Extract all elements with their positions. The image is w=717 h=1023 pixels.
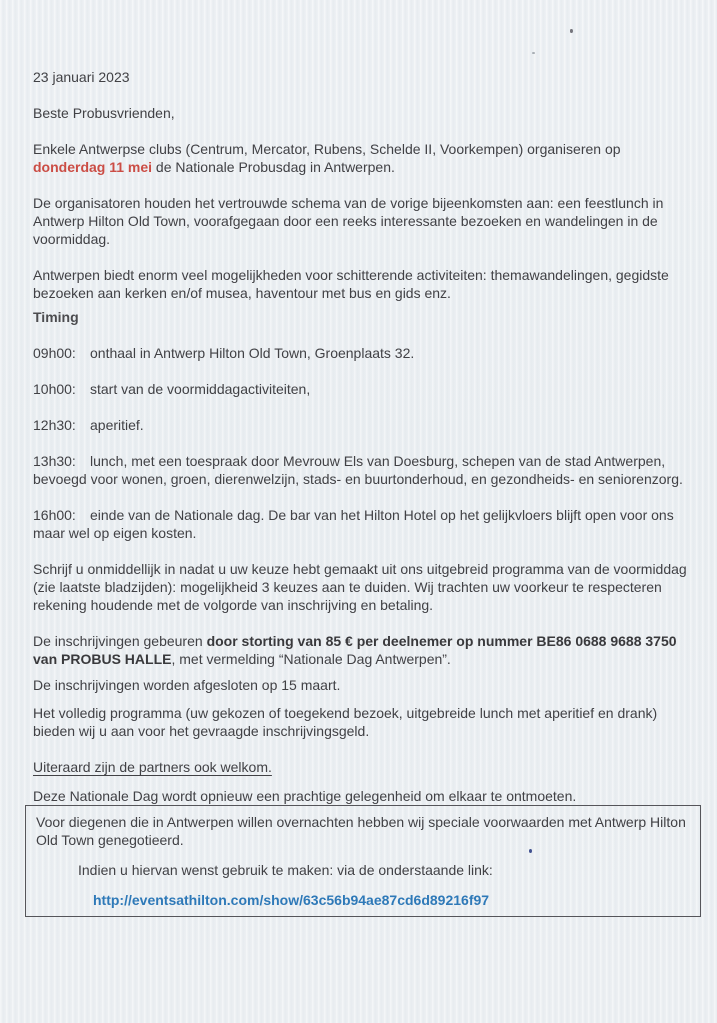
payment-text-after: , met vermelding “Nationale Dag Antwerpen”. [171,651,451,667]
schedule-text: start van de voormiddagactiviteiten, [90,381,311,397]
scan-artifact-dot [570,29,573,33]
intro-paragraph [33,140,687,176]
intro-text-after: de Nationale Probusdag in Antwerpen. [152,159,395,175]
schedule-text: onthaal in Antwerp Hilton Old Town, Groenplaats 32. [90,345,415,361]
schedule-text: einde van de Nationale dag. De bar van het Hilton Hotel op het gelijkvloers blijft open voor ons maar wel op eigen kosten. [33,507,674,541]
schedule-time: 09h00: [33,345,76,361]
payment-details-bold: door storting van 85 € per deelnemer op nummer BE86 0688 9688 3750 van PROBUS HALLE [33,633,677,667]
schedule-time: 16h00: [33,507,76,523]
schedule-time: 12h30: [33,417,76,433]
schedule-time: 13h30: [33,453,76,469]
hotel-booking-link[interactable]: http://eventsathilton.com/show/63c56b94ae87cd6d89216f97 [93,892,490,908]
timing-heading: Timing [33,309,79,325]
intro-text-before: Enkele Antwerpse clubs (Centrum, Mercator, Rubens, Schelde II, Voorkempen) organiseren op [33,141,621,157]
letter-date: 23 januari 2023 [33,69,130,85]
payment-text-before: De inschrijvingen gebeuren [33,633,207,649]
deadline-paragraph: De inschrijvingen worden afgesloten op 15 maart. [33,677,341,693]
activities-paragraph: Antwerpen biedt enorm veel mogelijkheden voor schitterende activiteiten: themawandelingen, gegidste bezoeken aan kerken en/of musea, haventour met bus en gids enz. [33,267,669,301]
payment-paragraph [33,632,687,668]
schedule-item [33,380,687,398]
schedule-item [33,506,687,542]
scan-artifact-dot [529,849,532,853]
schedule-text: lunch, met een toespraak door Mevrouw Els van Doesburg, schepen van de stad Antwerpen, bevoegd voor wonen, groen, dierenwelzijn, stads- en buurtonderhoud, en gezondheids- en seniorenzorg. [33,453,683,487]
hotel-offer-text: Voor diegenen die in Antwerpen willen overnachten hebben wij speciale voorwaarden met Antwerp Hilton Old Town genegotieerd. [36,814,686,848]
schedule-time: 10h00: [33,381,76,397]
salutation: Beste Probusvrienden, [33,105,175,121]
schedule-item [33,416,687,434]
closing-note: Deze Nationale Dag wordt opnieuw een prachtige gelegenheid om elkaar te ontmoeten. [33,788,577,804]
hotel-link-intro: Indien u hiervan wenst gebruik te maken: via de onderstaande link: [78,862,493,878]
programma-paragraph: Het volledig programma (uw gekozen of toegekend bezoek, uitgebreide lunch met aperitief en drank) bieden wij u aan voor het gevraagde inschrijvingsgeld. [33,705,658,739]
schema-paragraph: De organisatoren houden het vertrouwde schema van de vorige bijeenkomsten aan: een feestlunch in Antwerp Hilton Old Town, voorafgegaan door een reeks interessante bezoeken en wandelingen in de voormiddag. [33,195,664,247]
event-date-highlight: donderdag 11 mei [33,159,153,175]
schedule-text: aperitief. [90,417,144,433]
hotel-link-paragraph [93,891,686,909]
hotel-offer-box [25,805,701,917]
schedule-item [33,452,687,488]
scan-artifact-dot [532,52,535,54]
partners-note: Uiteraard zijn de partners ook welkom. [33,759,272,775]
schedule-item [33,344,687,362]
registration-paragraph: Schrijf u onmiddellijk in nadat u uw keuze hebt gemaakt uit ons uitgebreid programma van de voormiddag (zie laatste bladzijden): mogelijkheid 3 keuzes aan te duiden. Wij trachten uw voorkeur te respecteren rekening houdende met de volgorde van inschrijving en betaling. [33,561,687,613]
